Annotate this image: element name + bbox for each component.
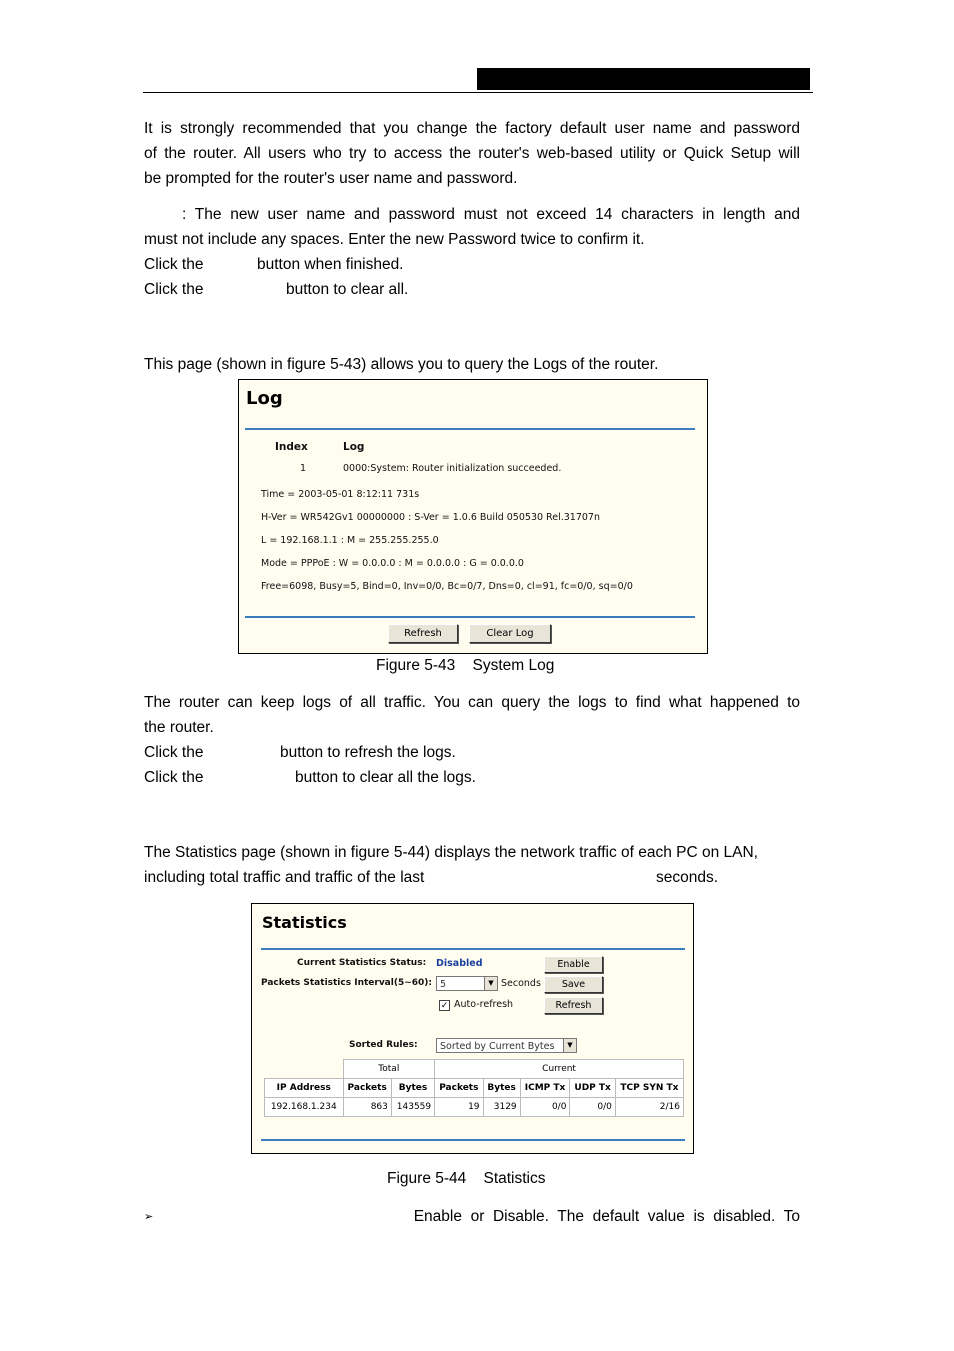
log-desc-line1: The router can keep logs of all traffic. You can query the logs to find what happened to — [144, 694, 800, 711]
save-instruction-suffix: button when finished. — [257, 256, 404, 273]
checkmark-icon: ✓ — [440, 1000, 449, 1010]
table-group-current: Current — [435, 1060, 684, 1079]
log-time: Time = 2003-05-01 8:12:11 731s — [261, 489, 420, 500]
fig44-caption: Figure 5-44 Statistics — [387, 1170, 546, 1187]
table-group-blank — [265, 1060, 344, 1079]
clear-instruction-prefix: Click the — [144, 281, 204, 298]
sorted-rules-label: Sorted Rules: — [349, 1040, 418, 1050]
stats-intro-line1: The Statistics page (shown in figure 5-44) displays the network traffic of each PC on LAN, — [144, 844, 758, 861]
stats-top-rule — [261, 948, 685, 950]
log-free: Free=6098, Busy=5, Bind=0, Inv=0/0, Bc=0/7, Dns=0, cl=91, fc=0/0, sq=0/0 — [261, 581, 633, 592]
clear-instruction-suffix: button to clear all. — [286, 281, 409, 298]
table-group-row — [265, 1060, 684, 1079]
log-hver: H-Ver = WR542Gv1 00000000 : S-Ver = 1.0.6 Build 050530 Rel.31707n — [261, 512, 600, 523]
log-row-text: 0000:System: Router initialization succeeded. — [343, 463, 562, 474]
log-top-rule — [245, 428, 695, 430]
seconds-label: Seconds — [501, 978, 541, 989]
auto-refresh-label: Auto-refresh — [454, 999, 514, 1010]
col-current-bytes: Bytes — [483, 1079, 520, 1098]
note-line1: : The new user name and password must not exceed 14 characters in length and — [182, 206, 800, 223]
log-mode: Mode = PPPoE : W = 0.0.0.0 : M = 0.0.0.0 : G = 0.0.0.0 — [261, 558, 524, 569]
cell-udp-tx: 0/0 — [570, 1098, 615, 1117]
stats-bottom-rule — [261, 1139, 685, 1141]
log-intro: This page (shown in figure 5-43) allows you to query the Logs of the router. — [144, 356, 659, 373]
para1-line3: be prompted for the router's user name and password. — [144, 170, 518, 187]
log-refresh-button[interactable]: Refresh — [388, 624, 458, 643]
table-header-row — [265, 1079, 684, 1098]
status-label: Current Statistics Status: — [297, 958, 427, 968]
col-tcp-syn-tx: TCP SYN Tx — [615, 1079, 683, 1098]
col-total-bytes: Bytes — [391, 1079, 434, 1098]
refresh-instruction-suffix: button to refresh the logs. — [280, 744, 456, 761]
save-instruction-prefix: Click the — [144, 256, 204, 273]
auto-refresh-checkbox[interactable] — [439, 1000, 450, 1011]
cell-tcp-syn-tx: 2/16 — [615, 1098, 683, 1117]
sorted-rules-select[interactable] — [436, 1038, 577, 1053]
col-total-packets: Packets — [343, 1079, 391, 1098]
bullet-arrow-icon: ➢ — [144, 1210, 154, 1223]
enable-button[interactable]: Enable — [544, 956, 603, 973]
log-panel — [238, 379, 708, 654]
note-line2: must not include any spaces. Enter the new Password twice to confirm it. — [144, 231, 645, 248]
cell-current-bytes: 3129 — [483, 1098, 520, 1117]
refresh-instruction-prefix: Click the — [144, 744, 204, 761]
clearlog-instruction-suffix: button to clear all the logs. — [295, 769, 476, 786]
para1-line1: It is strongly recommended that you change the factory default user name and password — [144, 120, 800, 137]
interval-label: Packets Statistics Interval(5~60): — [261, 978, 432, 988]
stats-refresh-button[interactable]: Refresh — [544, 997, 603, 1014]
chevron-down-icon: ▼ — [563, 1039, 576, 1052]
statistics-panel-title: Statistics — [262, 913, 347, 932]
log-col-log: Log — [343, 441, 365, 453]
cell-current-packets: 19 — [435, 1098, 483, 1117]
para1-line2: of the router. All users who try to access the router's web-based utility or Quick Setup will — [144, 145, 800, 162]
stats-intro-line2-end: seconds. — [656, 869, 719, 886]
fig43-caption: Figure 5-43 System Log — [376, 657, 555, 674]
chevron-down-icon: ▼ — [484, 977, 497, 990]
cell-total-bytes: 143559 — [391, 1098, 434, 1117]
table-group-total: Total — [343, 1060, 435, 1079]
log-row-index: 1 — [300, 463, 307, 474]
log-desc-line2: the router. — [144, 719, 214, 736]
interval-select-value: 5 — [440, 979, 447, 990]
col-ip-address: IP Address — [265, 1079, 344, 1098]
stats-intro-line2: including total traffic and traffic of the last — [144, 869, 425, 886]
clear-log-button[interactable]: Clear Log — [469, 624, 551, 643]
status-value: Disabled — [436, 958, 483, 969]
log-col-index: Index — [275, 441, 308, 453]
bullet-text: Enable or Disable. The default value is disabled. To — [413, 1208, 800, 1225]
cell-icmp-tx: 0/0 — [520, 1098, 570, 1117]
clearlog-instruction-prefix: Click the — [144, 769, 204, 786]
log-bottom-rule — [245, 616, 695, 618]
cell-ip-address: 192.168.1.234 — [265, 1098, 344, 1117]
header-bar — [477, 68, 810, 90]
log-panel-title: Log — [246, 388, 283, 409]
cell-total-packets: 863 — [343, 1098, 391, 1117]
log-lan: L = 192.168.1.1 : M = 255.255.255.0 — [261, 535, 439, 546]
statistics-table — [264, 1059, 684, 1117]
save-button[interactable]: Save — [544, 976, 603, 993]
col-icmp-tx: ICMP Tx — [520, 1079, 570, 1098]
interval-select[interactable] — [436, 976, 498, 991]
table-row — [265, 1098, 684, 1117]
header-rule — [143, 92, 813, 93]
col-current-packets: Packets — [435, 1079, 483, 1098]
statistics-panel — [251, 903, 694, 1154]
col-udp-tx: UDP Tx — [570, 1079, 615, 1098]
sorted-rules-value: Sorted by Current Bytes — [440, 1041, 555, 1052]
